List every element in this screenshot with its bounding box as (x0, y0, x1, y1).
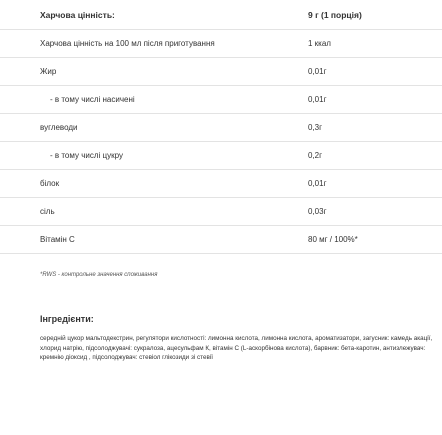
row-value: 0,01г (308, 179, 327, 188)
table-row (0, 170, 442, 198)
table-row (0, 114, 442, 142)
table-row (0, 226, 442, 254)
header-value: 9 г (1 порція) (308, 9, 362, 20)
table-row (0, 198, 442, 226)
row-label: білок (40, 179, 60, 188)
row-value: 0,2г (308, 151, 323, 160)
row-value: 1 ккал (308, 39, 331, 48)
ingredients-heading: Інгредієнти: (40, 314, 94, 324)
header-label: Харчова цінність: (40, 9, 115, 20)
row-value: 0,03г (308, 207, 327, 216)
row-value: 80 мг / 100%* (308, 235, 358, 244)
row-label: вуглеводи (40, 123, 78, 132)
table-row (0, 30, 442, 58)
row-label: - в тому числі цукру (50, 151, 123, 160)
row-label: - в тому числі насичені (50, 95, 135, 104)
table-row (0, 142, 442, 170)
row-label: Жир (40, 67, 57, 76)
table-row (0, 86, 442, 114)
table-row (0, 58, 442, 86)
rws-footnote: *RWS - контрольне значення споживання (40, 272, 158, 278)
row-value: 0,01г (308, 67, 327, 76)
row-label: Харчова цінність на 100 мл після приготування (40, 39, 215, 48)
table-header-row (0, 0, 442, 30)
row-label: сіль (40, 207, 55, 216)
ingredients-text: середній цукор мальтодекстрин, регулятори кислотності: лимонна кислота, лимонна кислота, ароматизатори, загусник: камедь акації, хлорид натрію, підсолоджувачі: сукралоза, ацесульфам К, вітамін С (L-аскорбінова кислота), барвник: бета-каротин, антизлежувач: кремнію діоксид , підсолоджувач: стевіол глікозиди зі стевії (40, 335, 433, 361)
row-label: Вітамін С (40, 235, 75, 244)
row-value: 0,3г (308, 123, 323, 132)
row-value: 0,01г (308, 95, 327, 104)
